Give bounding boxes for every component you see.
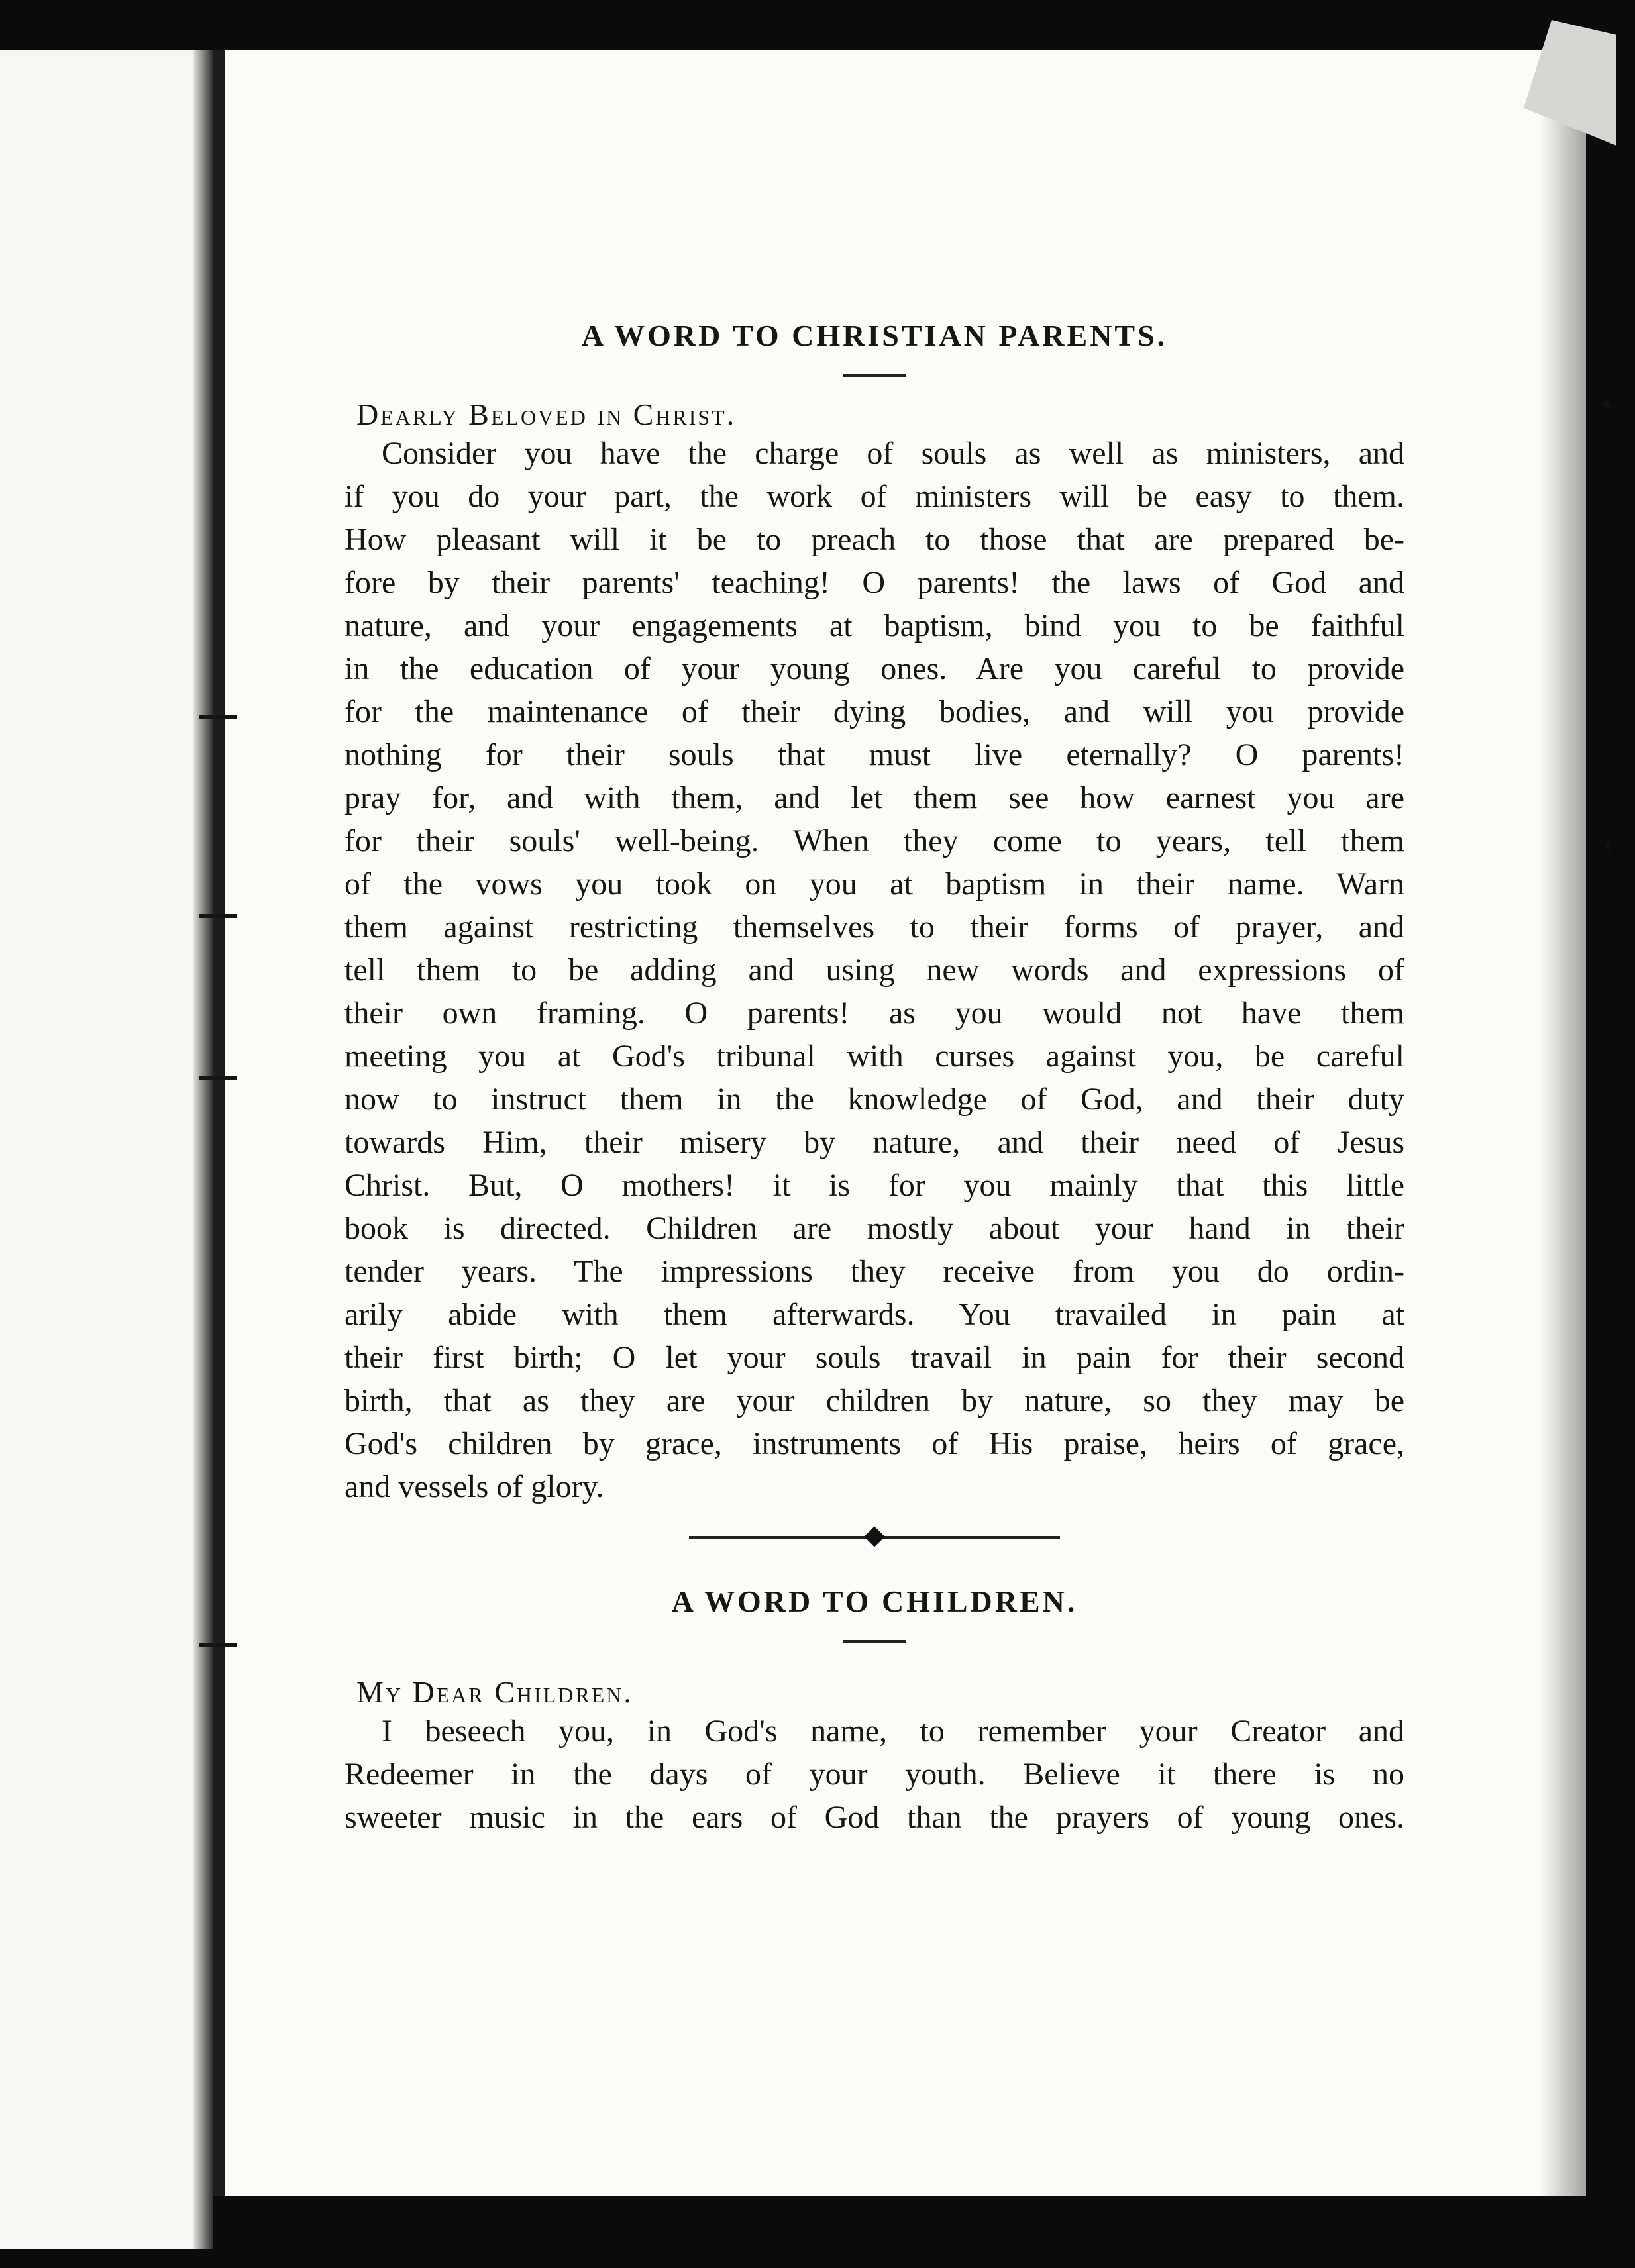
text-line: fore by their parents' teaching! O parents! the laws of God and	[344, 565, 1404, 600]
text-line: for their souls' well-being. When they come to years, tell them	[344, 823, 1404, 858]
binding-stitch	[199, 914, 237, 918]
text-line: their own framing. O parents! as you would not have them	[344, 996, 1404, 1031]
text-line: book is directed. Children are mostly about your hand in their	[344, 1211, 1404, 1246]
text-line: Consider you have the charge of souls as well as ministers, and	[382, 436, 1404, 471]
binding-stitch	[199, 1076, 237, 1080]
text-line: Redeemer in the days of your youth. Believe it there is no	[344, 1757, 1404, 1792]
salutation-children: My Dear Children.	[356, 1675, 633, 1709]
text-line: and vessels of glory.	[344, 1469, 604, 1504]
page-fold-shadow	[193, 50, 213, 2249]
text-line: towards Him, their misery by nature, and their need of Jesus	[344, 1125, 1404, 1160]
section-heading-parents: A WORD TO CHRISTIAN PARENTS.	[581, 319, 1168, 352]
text-line: meeting you at God's tribunal with curses against you, be careful	[344, 1039, 1404, 1074]
left-page	[0, 50, 213, 2249]
heading-rule	[843, 1640, 906, 1643]
text-line: Christ. But, O mothers! it is for you mainly that this little	[344, 1168, 1404, 1203]
text-line: God's children by grace, instruments of His praise, heirs of grace,	[344, 1426, 1404, 1461]
text-line: sweeter music in the ears of God than the prayers of young ones.	[344, 1800, 1404, 1835]
text-line: arily abide with them afterwards. You travailed in pain at	[344, 1297, 1404, 1332]
section-divider-ornament	[689, 1524, 1060, 1551]
text-line: birth, that as they are your children by nature, so they may be	[344, 1383, 1404, 1418]
binding-stitch	[199, 1643, 237, 1647]
text-line: tender years. The impressions they receive from you do ordin-	[344, 1254, 1404, 1289]
text-line: for the maintenance of their dying bodies, and will you provide	[344, 694, 1404, 729]
text-line: their first birth; O let your souls travail in pain for their second	[344, 1340, 1404, 1375]
text-line: now to instruct them in the knowledge of God, and their duty	[344, 1082, 1404, 1117]
paragraph-parents	[344, 432, 1404, 1508]
text-line: I beseech you, in God's name, to remember your Creator and	[382, 1714, 1404, 1749]
page-text	[344, 318, 1404, 1839]
binding-stitch	[199, 715, 237, 719]
divider-diamond	[864, 1526, 884, 1547]
text-line: nature, and your engagements at baptism, bind you to be faithful	[344, 608, 1404, 643]
page-edge-shadow	[1540, 50, 1586, 2196]
text-line: in the education of your young ones. Are you careful to provide	[344, 651, 1404, 686]
section-heading-children: A WORD TO CHILDREN.	[671, 1584, 1078, 1618]
binding-spine	[213, 50, 225, 2196]
text-line: of the vows you took on you at baptism in their name. Warn	[344, 866, 1404, 902]
heading-rule	[843, 374, 906, 377]
text-line: if you do your part, the work of ministers will be easy to them.	[344, 479, 1404, 514]
text-line: them against restricting themselves to their forms of prayer, and	[344, 909, 1404, 945]
text-line: pray for, and with them, and let them see how earnest you are	[344, 780, 1404, 815]
paragraph-children	[344, 1710, 1404, 1839]
text-line: tell them to be adding and using new words and expressions of	[344, 953, 1404, 988]
margin-mark: •	[1602, 389, 1612, 421]
text-line: How pleasant will it be to preach to those that are prepared be-	[344, 522, 1404, 557]
salutation-parents: Dearly Beloved in Christ.	[356, 397, 737, 431]
margin-mark: ‹	[1603, 826, 1613, 858]
text-line: nothing for their souls that must live eternally? O parents!	[344, 737, 1404, 772]
